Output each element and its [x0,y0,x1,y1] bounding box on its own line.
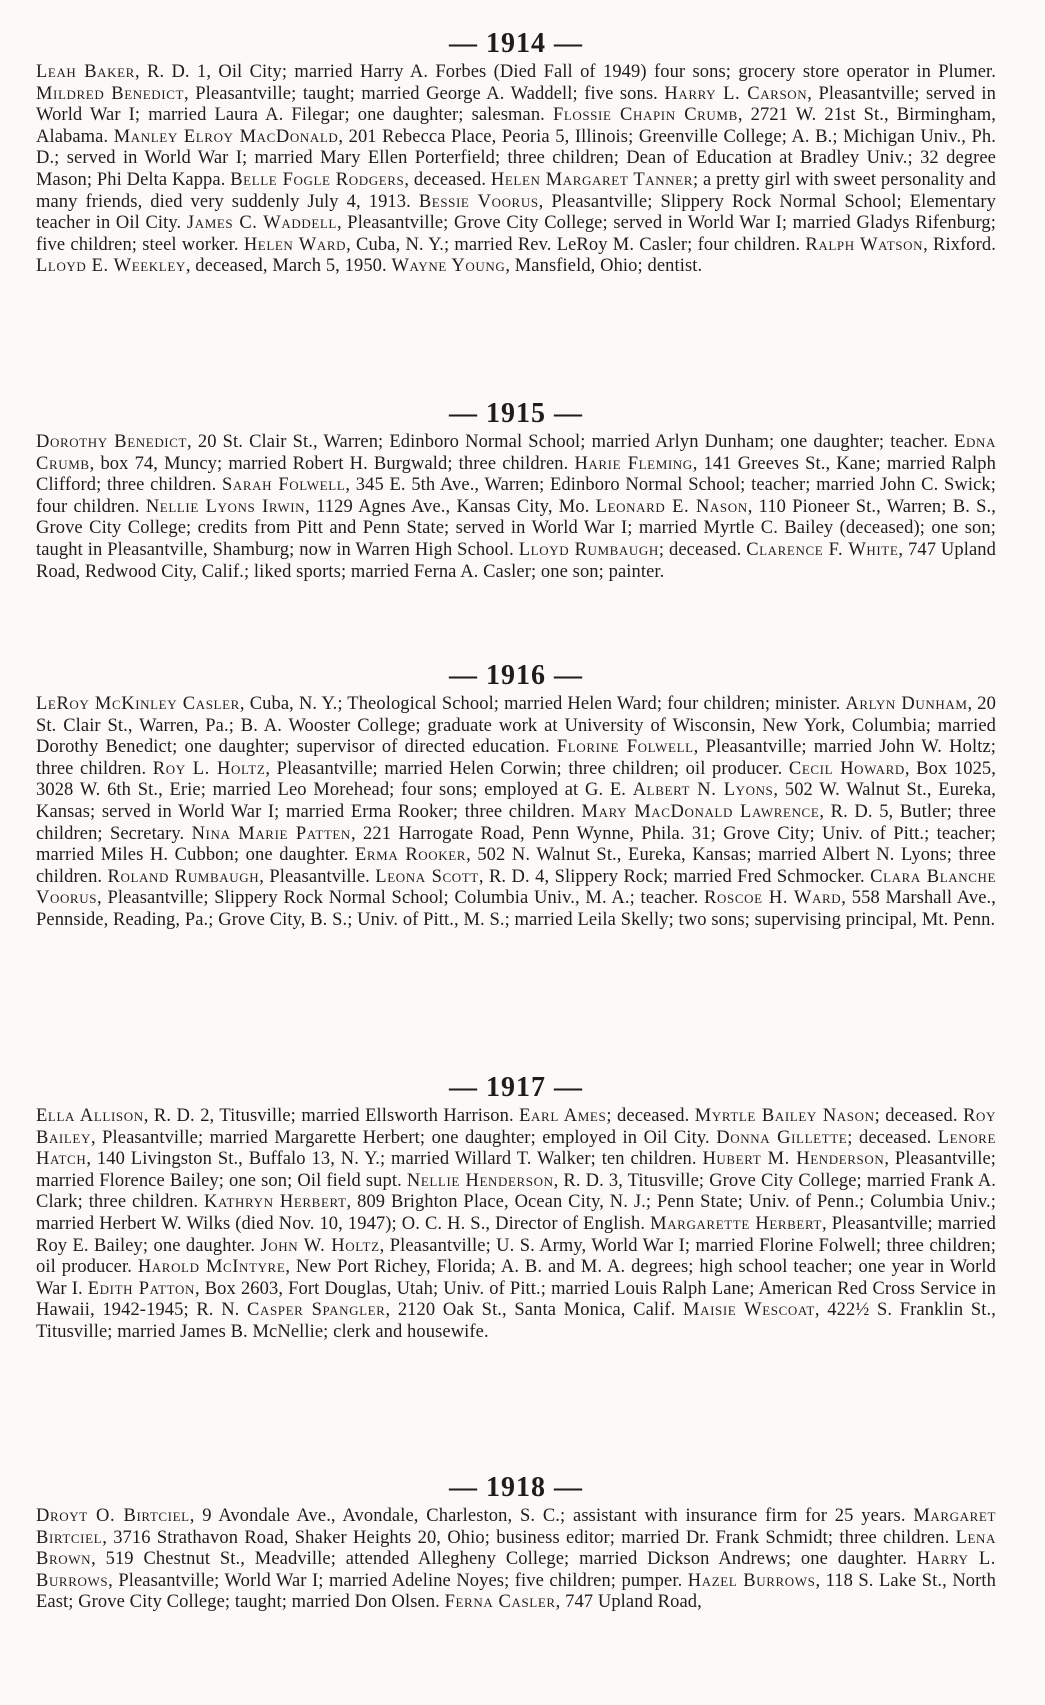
alumni-entries [36,432,996,583]
alumni-name: Leona Scott [375,866,479,887]
alumni-details: , 502 W. Walnut St., Eureka, Kansas; served in World War I; married Erma Rooker; three children. [36,780,997,822]
alumni-name: Helen Ward [243,234,347,255]
alumni-details: , 9 Avondale Ave., Avondale, Charleston, S. C.; assistant with insurance firm for 25 years. [189,1506,914,1526]
alumni-details: , New Port Richey, Florida; A. B. and M. A. degrees; high school teacher; one year in World War I. [36,1257,996,1299]
class-section-1915 [36,398,996,583]
alumni-details: ; deceased. [658,539,747,560]
alumni-details: ; deceased. [606,1106,695,1126]
alumni-details: , Box 1025, 3028 W. 6th St., Erie; married Leo Morehead; four sons; employed at G. E. [36,758,996,801]
alumni-details: , R. D. 4, Slippery Rock; married Fred Schmocker. [478,866,871,887]
alumni-details: , Pleasantville; married Helen Corwin; three children; oil producer. [265,758,789,779]
alumni-details: , Cuba, N. Y.; Theological School; married Helen Ward; four children; minister. [239,694,846,714]
alumni-name: Clara Blanche Voorus [36,866,997,909]
alumni-details: , 110 Pioneer St., Warren; B. S., Grove City College; credits from Pitt and Penn State; served in World War I; married Myrtle C. Bailey (deceased); one son; taught in Pleasantville, Shamburg; now in Warren High School. [36,496,996,560]
alumni-name: Roscoe H. Ward [704,888,842,909]
alumni-details: , Pleasantville; served in World War I; married Laura A. Filegar; one daughter; salesman. [36,83,996,126]
alumni-name: Cecil Howard [788,758,905,779]
alumni-name: Lloyd Rumbaugh [518,539,659,560]
alumni-details: , deceased. [404,169,491,190]
alumni-entry [36,62,996,82]
alumni-name: Florine Folwell [556,737,694,758]
alumni-name: Hazel Burrows [687,1570,816,1591]
alumni-name: Margaret Birtciel [36,1506,996,1548]
alumni-details: , Rixford. [923,234,996,255]
alumni-name: Lenore Hatch [36,1127,996,1170]
alumni-details: , 519 Chestnut St., Meadville; attended Allegheny College; married Dickson Andrews; one daughter. [91,1549,917,1570]
alumni-entry [695,1106,963,1126]
alumni-entry [375,867,870,887]
alumni-name: Maisie Wescoat [683,1300,815,1321]
alumni-name: Roy L. Holtz [152,758,266,779]
alumni-name: Ella Allison [36,1106,144,1126]
alumni-details: , 118 S. Lake St., North East; Grove City College; taught; married Don Olsen. [36,1570,996,1613]
alumni-details: , 558 Marshall Ave., Pennside, Reading, Pa.; Grove City, B. S.; Univ. of Pitt., M. S.; married Leila Skelly; two sons; supervising principal, Mt. Penn. [36,888,996,930]
alumni-name: Roy Bailey [36,1106,996,1148]
alumni-details: , Pleasantville; married Margarette Herbert; one daughter; employed in Oil City. [90,1127,717,1148]
alumni-name: Nellie Henderson [406,1170,554,1191]
alumni-details: , Pleasantville; Grove City College; served in World War I; married Gladys Rifenburg; five children; steel worker. [36,213,996,255]
alumni-details: , Pleasantville; taught; married George A. Waddell; five sons. [184,83,665,104]
alumni-entry [244,235,806,255]
alumni-name: Flossie Chapin Crumb [552,105,738,126]
alumni-entry [36,432,954,452]
alumni-name: Lena Brown [36,1527,996,1570]
alumni-details: , 3716 Strathavon Road, Shaker Heights 20, Ohio; business editor; married Dr. Frank Schmidt; three children. [102,1527,956,1548]
alumni-name: John W. Holtz [260,1235,380,1256]
alumni-entry [445,1592,702,1612]
alumni-details: , box 74, Muncy; married Robert H. Burgwald; three children. [89,453,575,474]
alumni-details: , 345 E. 5th Ave., Warren; Edinboro Normal School; teacher; married John C. Swick; four children. [36,475,997,517]
alumni-details: , 2120 Oak St., Santa Monica, Calif. [385,1300,684,1321]
alumni-name: Wayne Young [391,256,506,277]
alumni-name: Mildred Benedict [36,83,185,104]
alumni-name: Donna Gillette [716,1127,848,1148]
alumni-name: Harie Fleming [574,453,693,474]
alumni-name: Sarah Folwell [222,475,346,496]
class-section-1917 [36,1072,996,1344]
class-section-1914 [36,28,996,278]
alumni-details: , Pleasantville; married John W. Holtz; three children. [36,737,996,779]
alumni-details: , Pleasantville; World War I; married Adeline Noyes; five children; pumper. [108,1570,688,1591]
alumni-details: , 20 St. Clair St., Warren, Pa.; B. A. Wooster College; graduate work at University of Wisconsin, New York, Columbia; married Dorothy Benedict; one daughter; supervisor of directed education. [36,694,996,758]
alumni-details: , R. D. 3, Titusville; Grove City College; married Frank A. Clark; three children. [36,1170,997,1213]
alumni-name: Edna Crumb [36,432,996,474]
alumni-entry [716,1128,938,1148]
alumni-name: Leonard E. Nason [595,496,748,517]
class-section-1916 [36,660,996,932]
alumni-entry [36,1506,913,1526]
alumni-entry [36,256,391,276]
alumni-entry [36,1106,519,1126]
alumni-details: , 809 Brighton Place, Ocean City, N. J.; Penn State; Univ. of Penn.; Columbia Univ.; married Herbert W. Wilks (died Nov. 10, 1947); O. C. H. S., Director of English. [36,1192,996,1234]
alumni-entry [519,1106,695,1126]
alumni-name: Ferna Casler [444,1592,556,1613]
alumni-details: , Pleasantville; U. S. Army, World War I; married Florine Folwell; three children; oil producer. [36,1235,996,1278]
alumni-name: Manley Elroy MacDonald [113,126,339,147]
alumni-details: , 747 Upland Road, [555,1592,702,1613]
alumni-entry [391,256,702,276]
alumni-entries [36,1106,996,1344]
year-heading: — 1916 — [449,660,583,691]
alumni-entry [153,759,789,779]
alumni-details: , 1129 Agnes Ave., Kansas City, Mo. [305,496,596,517]
alumni-name: Albert N. Lyons [632,780,774,801]
alumni-name: LeRoy McKinley Casler [36,694,240,714]
alumni-details: , 2721 W. 21st St., Birmingham, Alabama. [36,105,996,147]
alumni-details: , Cuba, N. Y.; married Rev. LeRoy M. Casler; four children. [346,234,806,255]
alumni-details: , R. D. 5, Butler; three children; Secretary. [36,801,996,844]
alumni-name: Clarence F. White [746,539,899,560]
alumni-name: Nellie Lyons Irwin [145,496,306,517]
alumni-entry [36,694,845,714]
alumni-name: Harold McIntyre [137,1257,286,1278]
alumni-details: , Pleasantville; Slippery Rock Normal School; Elementary teacher in Oil City. [36,191,996,234]
alumni-name: Ralph Watson [805,234,924,255]
alumni-entry [36,84,664,104]
alumni-details: , 502 N. Walnut St., Eureka, Kansas; married Albert N. Lyons; three children. [36,845,996,887]
alumni-details: , 140 Livingston St., Buffalo 13, N. Y.; married Willard T. Walker; ten children. [86,1149,703,1170]
alumni-details: ; a pretty girl with sweet personality and many friends, died very suddenly July 4, 1913. [36,169,996,212]
alumni-entry [108,867,376,887]
alumni-entries [36,1506,996,1614]
alumni-name: Hubert M. Henderson [702,1149,885,1170]
year-heading: — 1914 — [449,28,583,59]
alumni-entry [146,497,596,517]
alumni-name: Edith Patton [87,1278,195,1299]
alumni-details: , 141 Greeves St., Kane; married Ralph Clifford; three children. [36,453,996,496]
alumni-name: Erma Rooker [354,845,467,866]
alumni-details: , 201 Rebecca Place, Peoria 5, Illinois; Greenville College; A. B.; Michigan Univ., Ph. D.; served in World War I; married Mary Ellen Porterfield; three children; Dean of Education at Bradley Univ.; 32 degree Mason; Phi Delta Kappa. [36,126,996,190]
alumni-details: , Pleasantville; married Florence Bailey; one son; Oil field supt. [36,1149,996,1191]
alumni-details: , R. D. 1, Oil City; married Harry A. Forbes (Died Fall of 1949) four sons; grocery store operator in Plumer. [134,62,996,82]
alumni-entry [519,540,746,560]
alumni-details: , Box 2603, Fort Douglas, Utah; Univ. of Pitt.; married Louis Ralph Lane; American Red Cross Service in Hawaii, 1942-1945; R. N. [36,1278,996,1321]
alumni-name: Mary MacDonald Lawrence [581,801,820,822]
alumni-details: , Pleasantville; Slippery Rock Normal School; Columbia Univ., M. A.; teacher. [97,888,705,909]
alumni-name: Droyt O. Birtciel [36,1506,190,1526]
alumni-details: , Pleasantville. [259,866,376,887]
alumni-details: , 221 Harrogate Road, Penn Wynne, Phila. 31; Grove City; Univ. of Pitt.; teacher; married Miles H. Cubbon; one daughter. [36,823,996,866]
alumni-details: ; deceased. [847,1127,938,1148]
alumni-details: , 747 Upland Road, Redwood City, Calif.; liked sports; married Ferna A. Casler; one son; painter. [36,539,996,582]
alumni-details: , 422½ S. Franklin St., Titusville; married James B. McNellie; clerk and housewife. [36,1300,996,1342]
year-heading: — 1915 — [449,398,583,429]
alumni-name: Helen Margaret Tanner [490,169,693,190]
alumni-name: Margarette Herbert [650,1213,822,1234]
alumni-name: Roland Rumbaugh [107,866,260,887]
alumni-name: Lloyd E. Weekley [36,256,186,277]
alumni-name: Harry L. Carson [664,83,808,104]
alumni-name: Bessie Voorus [418,191,539,212]
year-heading: — 1917 — [449,1072,583,1103]
alumni-entry [247,1300,683,1320]
alumni-entry [230,170,491,190]
alumni-entry [805,235,996,255]
year-heading: — 1918 — [449,1472,583,1503]
alumni-details: , 20 St. Clair St., Warren; Edinboro Normal School; married Arlyn Dunham; one daughter; teacher. [187,432,955,452]
alumni-name: Casper Spangler [247,1300,386,1321]
alumni-name: James C. Waddell [186,213,337,234]
alumni-details: , Mansfield, Ohio; dentist. [505,256,703,277]
alumni-name: Nina Marie Patten [191,823,351,844]
alumni-details: , R. D. 2, Titusville; married Ellsworth Harrison. [143,1106,520,1126]
alumni-entries [36,694,996,932]
alumni-details: , deceased, March 5, 1950. [185,256,392,277]
class-section-1918 [36,1472,996,1614]
alumni-name: Leah Baker [36,62,135,82]
alumni-entries [36,62,996,278]
alumni-name: Arlyn Dunham [845,694,968,714]
alumni-name: Dorothy Benedict [36,432,188,452]
alumni-name: Myrtle Bailey Nason [694,1106,875,1126]
alumni-name: Harry L. Burrows [36,1549,996,1591]
alumni-name: Earl Ames [519,1106,607,1126]
alumni-name: Kathryn Herbert [204,1192,347,1213]
alumni-name: Belle Fogle Rodgers [230,169,405,190]
alumni-details: ; deceased. [874,1106,964,1126]
alumni-details: , Pleasantville; married Roy E. Bailey; one daughter. [36,1213,996,1256]
